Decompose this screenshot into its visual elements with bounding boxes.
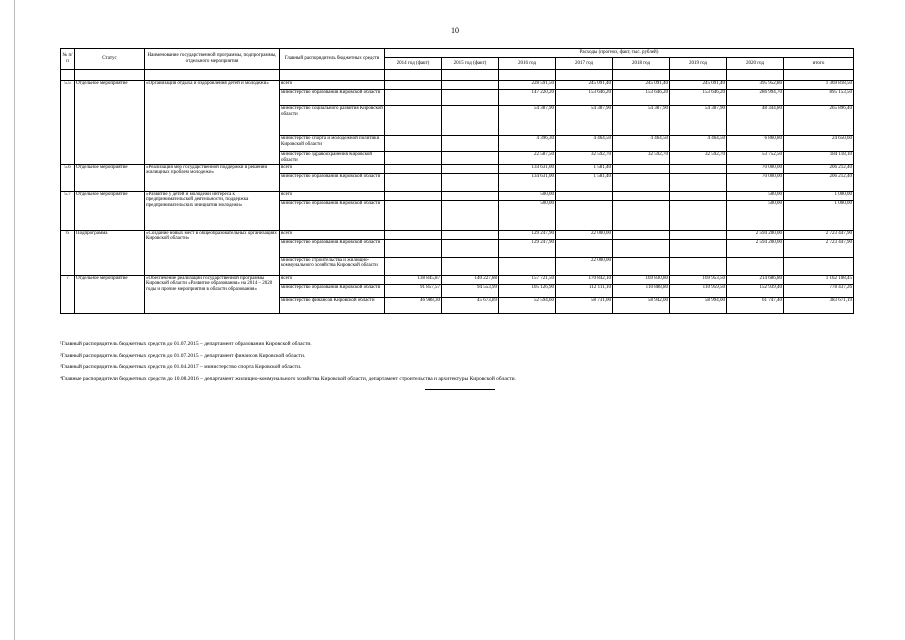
header-year: 2019 год xyxy=(670,58,727,70)
row-value: 58 994,00 xyxy=(670,297,727,313)
row-value: 105 126,90 xyxy=(499,284,556,297)
row-executor: министерство спорта и молодежной политики Кировской области xyxy=(280,136,385,152)
row-name: «Обеспечение реализации государственной программы Кировской области «Развитие образования» на 2014 – 2020 годы и прочие мероприятия в области образования» xyxy=(145,275,280,313)
row-value: 169 830,80 xyxy=(613,275,670,284)
row-value xyxy=(556,239,613,257)
row-value xyxy=(670,173,727,191)
row-value: 1 581,40 xyxy=(556,164,613,173)
row-value: 153 646,20 xyxy=(613,90,670,106)
row-value xyxy=(385,136,442,152)
header-total: итого xyxy=(784,58,854,70)
row-value xyxy=(613,200,670,230)
row-value: 129 247,90 xyxy=(499,239,556,257)
row-status: Отдельное мероприятие xyxy=(75,275,145,313)
table-row xyxy=(61,230,854,239)
row-executor: всего xyxy=(280,191,385,200)
row-value: 45 673,89 xyxy=(442,297,499,313)
row-value xyxy=(385,230,442,239)
row-number: 5.6 xyxy=(61,164,75,191)
row-value: 129 247,90 xyxy=(499,230,556,239)
row-value: 61 747,40 xyxy=(727,297,784,313)
row-status: Отдельное мероприятие xyxy=(75,191,145,230)
row-status: Отдельное мероприятие xyxy=(75,81,145,165)
row-value xyxy=(442,200,499,230)
row-value: 22 587,50 xyxy=(499,152,556,165)
row-value xyxy=(442,90,499,106)
row-value: 500,00 xyxy=(499,191,556,200)
row-value: 395 952,80 xyxy=(727,81,784,90)
row-value: 138 845,87 xyxy=(385,275,442,284)
row-executor: министерство социального развития Кировской области xyxy=(280,106,385,136)
page-number: 10 xyxy=(451,26,459,35)
row-name: «Реализация мер государственной поддержки в решении жилищных проблем молодежи» xyxy=(145,164,280,191)
header-expenses: Расходы (прогноз, факт, тыс. рублей) xyxy=(385,49,854,58)
row-value xyxy=(613,164,670,173)
row-value: 70 000,00 xyxy=(727,173,784,191)
footnote: ²Главный распорядитель бюджетных средств до 01.07.2015 – департамент финансов Кировской области. xyxy=(60,352,306,359)
row-executor: всего xyxy=(280,164,385,173)
row-value xyxy=(670,239,727,257)
row-value: 500,00 xyxy=(727,191,784,200)
row-value: 4 464,50 xyxy=(613,136,670,152)
row-total: 1 162 108,45 xyxy=(784,275,854,284)
row-executor: министерство образования Кировской области xyxy=(280,284,385,297)
row-value xyxy=(385,173,442,191)
row-value xyxy=(385,152,442,165)
header-executor: Главный распорядитель бюджетных средств xyxy=(280,49,385,70)
row-value: 53 752,50 xyxy=(727,152,784,165)
row-value xyxy=(613,230,670,239)
page-edge-line xyxy=(14,0,15,640)
row-total: 1 000,00 xyxy=(784,200,854,230)
row-value xyxy=(385,257,442,275)
row-value xyxy=(385,106,442,136)
row-value: 110 888,80 xyxy=(613,284,670,297)
row-total: 1 369 818,50 xyxy=(784,81,854,90)
row-value: 4 464,50 xyxy=(556,136,613,152)
table-row xyxy=(61,191,854,200)
row-total: 24 650,60 xyxy=(784,136,854,152)
row-value xyxy=(385,200,442,230)
row-value xyxy=(442,173,499,191)
table-row xyxy=(61,164,854,173)
row-value xyxy=(385,81,442,90)
table-row xyxy=(61,81,854,90)
row-number: 5.5 xyxy=(61,81,75,165)
row-value: 245 091,40 xyxy=(556,81,613,90)
row-value: 152 939,40 xyxy=(727,284,784,297)
row-value: 500,00 xyxy=(727,200,784,230)
row-value: 94 553,99 xyxy=(442,284,499,297)
row-value: 134 631,00 xyxy=(499,173,556,191)
row-value: 286 994,70 xyxy=(727,90,784,106)
row-value xyxy=(442,164,499,173)
row-value: 153 646,20 xyxy=(556,90,613,106)
row-value xyxy=(613,239,670,257)
row-executor: министерство финансов Кировской области xyxy=(280,297,385,313)
row-value: 54 387,90 xyxy=(613,106,670,136)
header-year: 2020 год xyxy=(727,58,784,70)
row-value xyxy=(670,257,727,275)
row-total: 778 437,26 xyxy=(784,284,854,297)
row-number: 5.7 xyxy=(61,191,75,230)
row-value: 4 396,30 xyxy=(499,136,556,152)
row-value: 58 731,00 xyxy=(556,297,613,313)
row-name: «Развитие у детей и молодежи интереса к предпринимательской деятельности, поддержка предпринимательских инициатив молодежи» xyxy=(145,191,280,230)
row-value xyxy=(442,230,499,239)
row-value xyxy=(556,200,613,230)
row-value: 214 686,80 xyxy=(727,275,784,284)
row-value xyxy=(670,200,727,230)
row-total xyxy=(784,257,854,275)
row-executor: министерство образования Кировской области xyxy=(280,239,385,257)
row-value: 22 000,00 xyxy=(556,230,613,239)
row-executor: министерство здравоохранения Кировской области xyxy=(280,152,385,165)
row-executor: всего xyxy=(280,230,385,239)
row-total: 2 723 447,90 xyxy=(784,230,854,239)
row-value xyxy=(670,230,727,239)
row-executor: министерство образования Кировской области xyxy=(280,200,385,230)
row-value xyxy=(385,90,442,106)
row-executor: министерство строительства и жилищно-коммунального хозяйства Кировской области xyxy=(280,257,385,275)
row-value xyxy=(385,164,442,173)
row-value xyxy=(442,81,499,90)
row-total: 383 671,19 xyxy=(784,297,854,313)
row-value xyxy=(442,191,499,200)
row-value xyxy=(613,173,670,191)
row-value: 91 857,57 xyxy=(385,284,442,297)
row-value: 52 594,60 xyxy=(499,297,556,313)
row-value: 169 953,50 xyxy=(670,275,727,284)
row-value xyxy=(442,152,499,165)
row-value xyxy=(670,191,727,200)
row-value xyxy=(499,257,556,275)
row-status: Отдельное мероприятие xyxy=(75,164,145,191)
row-value xyxy=(727,257,784,275)
footnote: ¹Главный распорядитель бюджетных средств до 01.07.2015 – департамент образования Кировской области. xyxy=(60,341,312,347)
header-num: № п/п xyxy=(61,49,75,70)
footnote: ³Главный распорядитель бюджетных средств до 01.04.2017 – министерство спорта Кировской области. xyxy=(60,364,302,370)
row-executor: министерство образования Кировской области xyxy=(280,173,385,191)
row-value: 54 387,90 xyxy=(556,106,613,136)
row-value xyxy=(442,257,499,275)
header-year: 2015 год (факт) xyxy=(442,58,499,70)
row-number: 7 xyxy=(61,275,75,313)
row-value: 170 842,10 xyxy=(556,275,613,284)
row-value: 32 592,70 xyxy=(556,152,613,165)
row-value: 54 387,90 xyxy=(499,106,556,136)
row-value: 48 344,80 xyxy=(727,106,784,136)
row-value xyxy=(670,164,727,173)
row-total: 895 153,50 xyxy=(784,90,854,106)
row-value xyxy=(385,191,442,200)
row-total: 206 212,40 xyxy=(784,173,854,191)
row-value: 112 111,10 xyxy=(556,284,613,297)
header-year: 2018 год xyxy=(613,58,670,70)
row-value: 134 631,00 xyxy=(499,164,556,173)
row-value: 245 091,40 xyxy=(613,81,670,90)
row-value: 147 220,20 xyxy=(499,90,556,106)
row-value: 32 592,70 xyxy=(670,152,727,165)
row-total: 265 896,40 xyxy=(784,106,854,136)
row-value xyxy=(556,191,613,200)
row-value: 54 387,90 xyxy=(670,106,727,136)
row-value: 110 959,50 xyxy=(670,284,727,297)
row-name: «Организация отдыха и оздоровления детей и молодежи» xyxy=(145,81,280,165)
header-year: 2014 год (факт) xyxy=(385,58,442,70)
row-value xyxy=(613,257,670,275)
row-total: 1 000,00 xyxy=(784,191,854,200)
row-value: 32 592,70 xyxy=(613,152,670,165)
row-executor: всего xyxy=(280,81,385,90)
row-value: 46 988,30 xyxy=(385,297,442,313)
row-executor: всего xyxy=(280,275,385,284)
row-status: Подпрограмма xyxy=(75,230,145,275)
row-value: 6 860,80 xyxy=(727,136,784,152)
table-row xyxy=(61,275,854,284)
row-value: 228 591,50 xyxy=(499,81,556,90)
row-name: «Создание новых мест в общеобразовательных организациях Кировской области» xyxy=(145,230,280,275)
row-value: 1 581,40 xyxy=(556,173,613,191)
header-year: 2017 год xyxy=(556,58,613,70)
row-value: 22 000,00 xyxy=(556,257,613,275)
header-year: 2016 год xyxy=(499,58,556,70)
row-value: 70 000,00 xyxy=(727,164,784,173)
row-value: 500,00 xyxy=(499,200,556,230)
row-executor: министерство образования Кировской области xyxy=(280,90,385,106)
budget-table xyxy=(60,48,854,314)
row-value xyxy=(442,136,499,152)
row-value: 2 594 200,00 xyxy=(727,239,784,257)
row-value: 153 646,20 xyxy=(670,90,727,106)
row-value xyxy=(442,239,499,257)
spacer-row xyxy=(61,70,854,81)
row-value xyxy=(385,239,442,257)
footnotes xyxy=(60,339,516,385)
row-number: 6 xyxy=(61,230,75,275)
divider-rule xyxy=(425,389,495,390)
row-total: 2 723 447,90 xyxy=(784,239,854,257)
row-total: 184 118,10 xyxy=(784,152,854,165)
row-value: 245 091,40 xyxy=(670,81,727,90)
footnote: ⁴Главные распорядители бюджетных средств до 10.08.2016 – департамент жилищно-коммунального хозяйства Кировской области, департамент строительства и архитектуры Кировской области. xyxy=(60,375,516,382)
row-value: 4 464,50 xyxy=(670,136,727,152)
row-value: 157 721,50 xyxy=(499,275,556,284)
row-value: 2 594 200,00 xyxy=(727,230,784,239)
row-total: 206 212,40 xyxy=(784,164,854,173)
header-name: Наименование государственной программы, подпрограммы, отдельного мероприятия xyxy=(145,49,280,70)
row-value xyxy=(442,106,499,136)
header-status: Статус xyxy=(75,49,145,70)
row-value: 58 942,00 xyxy=(613,297,670,313)
row-value: 140 227,88 xyxy=(442,275,499,284)
row-value xyxy=(613,191,670,200)
